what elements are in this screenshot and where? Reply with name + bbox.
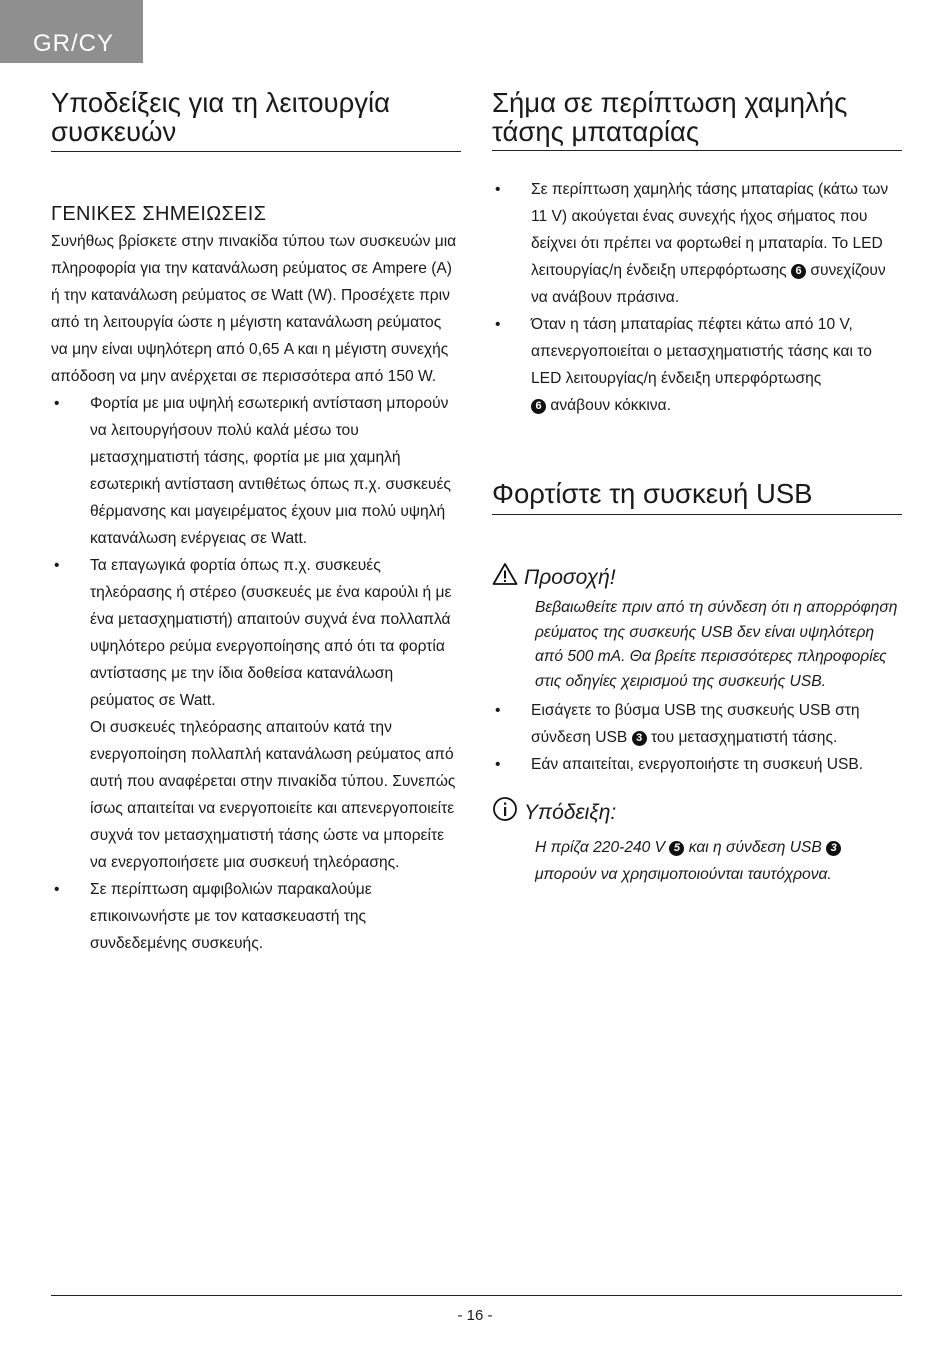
general-notes-list (51, 390, 461, 957)
bullet-text-end: συνεχίζουν να ανάβουν πράσινα. (531, 262, 886, 306)
caution-title: Προσοχή! (524, 566, 616, 589)
bullet-text: Εισάγετε το βύσμα USB της συσκευής USB στη σύνδεση USB (531, 702, 860, 746)
number-5-icon: 5 (669, 841, 684, 856)
right-column (492, 88, 902, 891)
section-title-low-battery-signal: Σήμα σε περίπτωση χαμηλής τάσης μπαταρίας (492, 88, 902, 151)
caution-notice (492, 562, 902, 694)
usb-steps-list (492, 697, 902, 778)
hint-text-end: μπορούν να χρησιμοποιούνται ταυτόχρονα. (535, 866, 832, 883)
bullet-text: Φορτία με μια υψηλή εσωτερική αντίσταση μπορούν να λειτουργήσουν πολύ καλά μέσω του μετασχηματιστή τάσης, φορτία με μια χαμηλή εσωτερική αντίσταση αντιθέτως όπως π.χ. συσκευές θέρμανσης και μαγειρέματος έχουν μια πολύ υψηλή κατανάλωση ενέργειας σε Watt. (90, 395, 451, 547)
hint-text (492, 834, 902, 888)
bullet-text-end: ανάβουν κόκκινα. (550, 397, 671, 414)
list-item (51, 390, 461, 552)
bullet-icon: • (495, 181, 501, 198)
bullet-text-end: του μετασχηματιστή τάσης. (650, 729, 838, 746)
bullet-icon: • (495, 316, 501, 333)
section-title-usb-charging: Φορτίστε τη συσκευή USB (492, 479, 902, 515)
general-notes-heading: ΓΕΝΙΚΕΣ ΣΗΜΕΙΩΣΕΙΣ (51, 203, 267, 225)
general-notes-paragraph: Συνήθως βρίσκετε στην πινακίδα τύπου των συσκευών μια πληροφορία για την κατανάλωση ρεύματος σε Ampere (A) ή την κατανάλωση ρεύματος σε Watt (W). Προσέχετε πριν από τη λειτουργία ώστε η μέγιστη κατανάλωση ρεύματος να μην είναι υψηλότερη από 0,65 A και η μέγιστη συνεχής απόδοση να μην ανέρχεται σε περισσότερα από 150 W. (51, 233, 457, 385)
bullet-text: Σε περίπτωση χαμηλής τάσης μπαταρίας (κάτω των 11 V) ακούγεται ένας συνεχής ήχος σήματος που δείχνει ότι πρέπει να φορτωθεί η μπαταρία. Το LED λειτουργίας/η ένδειξη υπερφόρτωσης (531, 181, 889, 279)
list-item (492, 697, 902, 751)
bullet-icon: • (495, 702, 501, 719)
bullet-text-continued: Οι συσκευές τηλεόρασης απαιτούν κατά την ενεργοποίηση πολλαπλή κατανάλωση ρεύματος από αυτή που αναφέρεται στην πινακίδα τύπου. Συνεπώς ίσως απαιτείται να ενεργοποιείτε και απενεργοποιείτε συχνά τον μετασχηματιστή τάσης ώστε να μπορείτε να ενεργοποιήσετε μια συσκευή τηλεόρασης. (90, 719, 456, 871)
page-number: - 16 - (457, 1307, 493, 1324)
low-battery-list (492, 176, 902, 419)
info-icon (492, 796, 518, 830)
caution-text: Βεβαιωθείτε πριν από τη σύνδεση ότι η απορρόφηση ρεύματος της συσκευής USB δεν είναι υψηλότερη από 500 mA. Θα βρείτε περισσότερες πληροφορίες στις οδηγίες χειρισμού της συσκευής USB. (535, 599, 898, 690)
list-item (51, 876, 461, 957)
bullet-text: Όταν η τάση μπαταρίας πέφτει κάτω από 10 V, απενεργοποιείται ο μετασχηματιστής τάσης και το LED λειτουργίας/η ένδειξη υπερφόρτωσης (531, 316, 872, 387)
language-label: GR/CY (33, 30, 115, 57)
list-item (492, 176, 902, 311)
number-6-icon: 6 (531, 399, 546, 414)
list-item (492, 751, 902, 778)
list-item (51, 552, 461, 876)
bullet-icon: • (54, 395, 60, 412)
footer-divider (51, 1295, 902, 1296)
bullet-text: Σε περίπτωση αμφιβολιών παρακαλούμε επικοινωνήστε με τον κατασκευαστή της συνδεδεμένης συσκευής. (90, 881, 372, 952)
number-6-icon: 6 (791, 264, 806, 279)
bullet-text: Εάν απαιτείται, ενεργοποιήστε τη συσκευή USB. (531, 756, 864, 773)
warning-triangle-icon (492, 562, 518, 594)
bullet-icon: • (54, 881, 60, 898)
section-title-device-operation: Υποδείξεις για τη λειτουργία συσκευών (51, 88, 461, 152)
left-column (51, 88, 461, 957)
bullet-text: Τα επαγωγικά φορτία όπως π.χ. συσκευές τηλεόρασης ή στέρεο (συσκευές με ένα καρούλι ή με ένα μετασχηματιστή) απαιτούν συχνά ένα πολλαπλά υψηλότερο ρεύμα ενεργοποίησης από ότι τα φορτία αντίστασης με την ίδια δοθείσα κατανάλωση ρεύματος σε Watt. (90, 557, 452, 709)
language-tab (0, 0, 143, 63)
hint-notice (492, 796, 902, 888)
bullet-icon: • (54, 557, 60, 574)
hint-text-start: Η πρίζα 220-240 V (535, 839, 666, 856)
bullet-icon: • (495, 756, 501, 773)
hint-text-middle: και η σύνδεση USB (688, 839, 822, 856)
hint-title: Υπόδειξη: (524, 801, 617, 824)
number-3-icon: 3 (632, 731, 647, 746)
list-item (492, 311, 902, 419)
number-3-icon: 3 (826, 841, 841, 856)
